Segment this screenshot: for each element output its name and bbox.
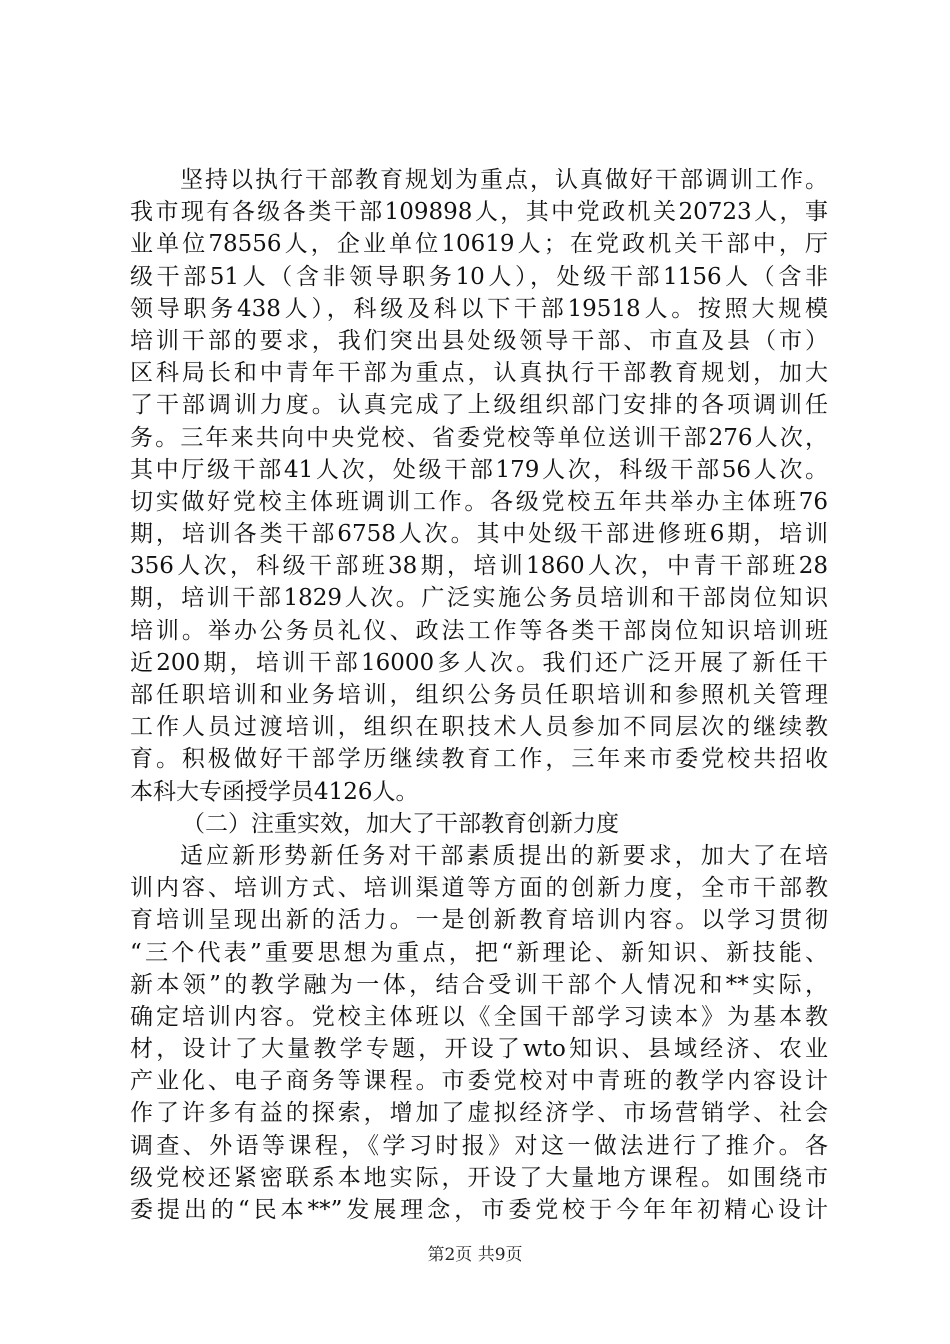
paragraph-line: 了干部调训力度。认真完成了上级组织部门安排的各项调训任	[130, 392, 828, 419]
paragraph-line: 培训。举办公务员礼仪、政法工作等各类干部岗位知识培训班	[130, 617, 828, 644]
paragraph-line: 工作人员过渡培训，组织在职技术人员参加不同层次的继续教	[130, 714, 828, 741]
paragraph-line: 区科局长和中青年干部为重点，认真执行干部教育规划，加大	[130, 360, 828, 387]
paragraph-line: “三个代表”重要思想为重点，把“新理论、新知识、新技能、	[130, 939, 828, 966]
paragraph-line: 材，设计了大量教学专题，开设了wto知识、县域经济、农业	[130, 1036, 828, 1063]
paragraph-line: 务。三年来共向中央党校、省委党校等单位送训干部276人次，	[130, 424, 828, 451]
paragraph-line: 本科大专函授学员4126人。	[130, 778, 419, 805]
paragraph-line: 级党校还紧密联系本地实际，开设了大量地方课程。如围绕市	[130, 1164, 828, 1191]
paragraph-line: 培训干部的要求，我们突出县处级领导干部、市直及县（市）	[130, 327, 828, 354]
paragraph-line: 近200期，培训干部16000多人次。我们还广泛开展了新任干	[130, 649, 828, 676]
paragraph-line: 领导职务438人），科级及科以下干部19518人。按照大规模	[130, 295, 828, 322]
paragraph-line: 部任职培训和业务培训，组织公务员任职培训和参照机关管理	[130, 682, 828, 708]
paragraph-line: 期，培训干部1829人次。广泛实施公务员培训和干部岗位知识	[130, 585, 828, 612]
paragraph-line: 训内容、培训方式、培训渠道等方面的创新力度，全市干部教	[130, 875, 828, 902]
paragraph-line: 适应新形势新任务对干部素质提出的新要求，加大了在培	[180, 842, 828, 869]
paragraph-line: 调查、外语等课程，《学习时报》对这一做法进行了推介。各	[130, 1132, 828, 1159]
paragraph-line: 切实做好党校主体班调训工作。各级党校五年共举办主体班76	[130, 488, 828, 515]
paragraph-line: 级干部51人（含非领导职务10人），处级干部1156人（含非	[130, 263, 828, 290]
paragraph-line: 育培训呈现出新的活力。一是创新教育培训内容。以学习贯彻	[130, 907, 828, 934]
page-number-footer: 第2页 共9页	[427, 1245, 523, 1265]
paragraph-line: 委提出的“民本**”发展理念，市委党校于今年年初精心设计	[130, 1197, 828, 1223]
document-body	[130, 164, 828, 1226]
paragraph-line: 业单位78556人，企业单位10619人；在党政机关干部中，厅	[130, 231, 828, 258]
paragraph-line: 其中厅级干部41人次，处级干部179人次，科级干部56人次。	[130, 456, 828, 483]
paragraph-line: 作了许多有益的探索，增加了虚拟经济学、市场营销学、社会	[130, 1100, 828, 1127]
paragraph-line: 我市现有各级各类干部109898人，其中党政机关20723人，事	[130, 199, 828, 226]
paragraph-line: 确定培训内容。党校主体班以《全国干部学习读本》为基本教	[130, 1003, 828, 1030]
paragraph-line: 产业化、电子商务等课程。市委党校对中青班的教学内容设计	[130, 1068, 828, 1095]
paragraph-line: 坚持以执行干部教育规划为重点，认真做好干部调训工作。	[180, 167, 828, 193]
paragraph-line: 育。积极做好干部学历继续教育工作，三年来市委党校共招收	[130, 746, 828, 773]
section-heading: （二）注重实效，加大了干部教育创新力度	[182, 810, 619, 837]
paragraph-line: 期，培训各类干部6758人次。其中处级干部进修班6期，培训	[130, 521, 828, 548]
paragraph-line: 356人次，科级干部班38期，培训1860人次，中青干部班28	[130, 553, 828, 580]
paragraph-line: 新本领”的教学融为一体，结合受训干部个人情况和**实际，	[130, 971, 828, 998]
